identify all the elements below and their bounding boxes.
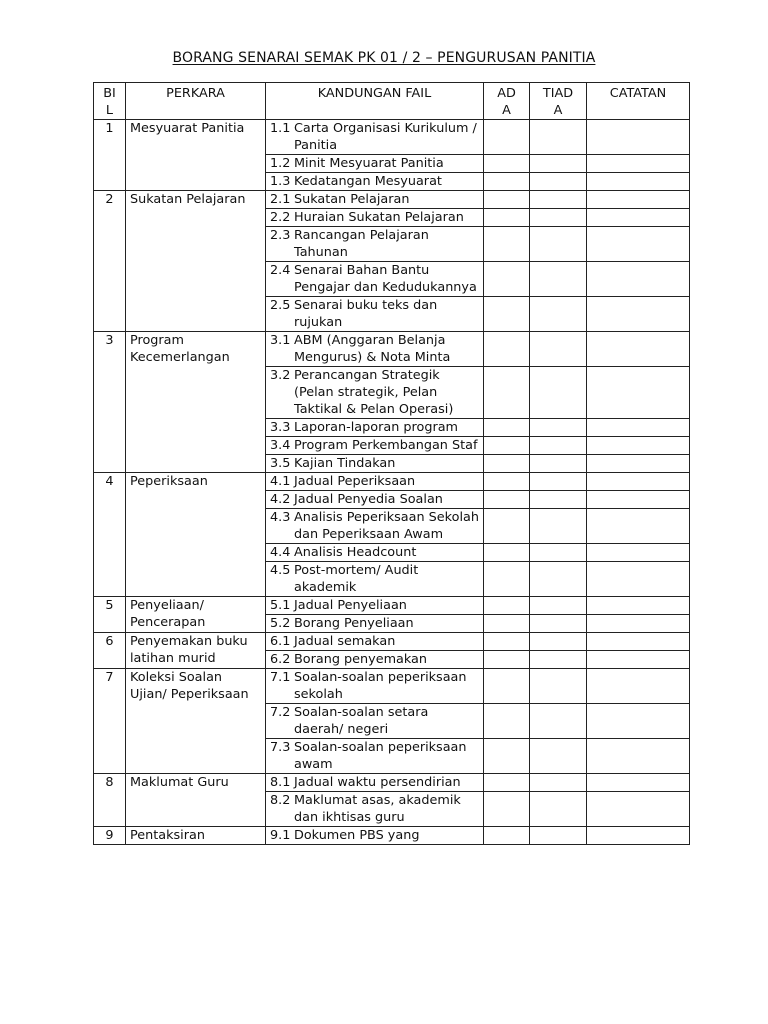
catatan-cell[interactable] <box>587 155 690 173</box>
item-number: 3.4 <box>270 438 291 453</box>
kandungan-cell <box>266 562 484 597</box>
item-number: 3.5 <box>270 456 291 471</box>
catatan-cell[interactable] <box>587 792 690 827</box>
tiada-cell[interactable] <box>530 437 587 455</box>
perkara-cell: Koleksi Soalan Ujian/ Peperiksaan <box>126 669 266 774</box>
tiada-cell[interactable] <box>530 297 587 332</box>
kandungan-cell <box>266 544 484 562</box>
row-number: 9 <box>94 827 126 845</box>
ada-cell[interactable] <box>484 297 530 332</box>
tiada-cell[interactable] <box>530 262 587 297</box>
item-text: Borang penyemakan <box>294 652 428 667</box>
perkara-cell: Mesyuarat Panitia <box>126 120 266 191</box>
item-number: 1.2 <box>270 156 291 171</box>
catatan-cell[interactable] <box>587 297 690 332</box>
table-row <box>94 332 690 367</box>
item-number: 3.2 <box>270 368 291 383</box>
ada-cell[interactable] <box>484 544 530 562</box>
item-text: Jadual Peperiksaan <box>294 474 416 489</box>
ada-cell[interactable] <box>484 509 530 544</box>
tiada-cell[interactable] <box>530 562 587 597</box>
kandungan-cell <box>266 455 484 473</box>
catatan-cell[interactable] <box>587 473 690 491</box>
item-number: 4.4 <box>270 545 291 560</box>
item-text: Jadual Penyeliaan <box>294 598 407 613</box>
tiada-cell[interactable] <box>530 332 587 367</box>
kandungan-cell <box>266 792 484 827</box>
kandungan-cell <box>266 155 484 173</box>
tiada-cell[interactable] <box>530 597 587 615</box>
item-number: 6.1 <box>270 634 291 649</box>
item-text: Minit Mesyuarat Panitia <box>294 156 444 171</box>
item-number: 2.4 <box>270 263 291 278</box>
item-number: 2.5 <box>270 298 291 313</box>
item-number: 3.1 <box>270 333 291 348</box>
kandungan-cell <box>266 297 484 332</box>
ada-cell[interactable] <box>484 227 530 262</box>
catatan-cell[interactable] <box>587 227 690 262</box>
ada-cell[interactable] <box>484 473 530 491</box>
item-text: Analisis Headcount <box>294 545 417 560</box>
item-number: 4.2 <box>270 492 291 507</box>
kandungan-cell <box>266 173 484 191</box>
tiada-cell[interactable] <box>530 491 587 509</box>
ada-cell[interactable] <box>484 792 530 827</box>
item-number: 5.1 <box>270 598 291 613</box>
ada-cell[interactable] <box>484 455 530 473</box>
item-number: 8.1 <box>270 775 291 790</box>
kandungan-cell <box>266 332 484 367</box>
perkara-cell: Pentaksiran <box>126 827 266 845</box>
catatan-cell[interactable] <box>587 669 690 704</box>
tiada-cell[interactable] <box>530 544 587 562</box>
ada-cell[interactable] <box>484 651 530 669</box>
table-row <box>94 473 690 491</box>
kandungan-cell <box>266 262 484 297</box>
tiada-cell[interactable] <box>530 509 587 544</box>
table-row <box>94 191 690 209</box>
catatan-cell[interactable] <box>587 597 690 615</box>
ada-cell[interactable] <box>484 562 530 597</box>
tiada-cell[interactable] <box>530 739 587 774</box>
perkara-cell: Maklumat Guru <box>126 774 266 827</box>
ada-cell[interactable] <box>484 615 530 633</box>
ada-cell[interactable] <box>484 774 530 792</box>
catatan-cell[interactable] <box>587 367 690 419</box>
catatan-cell[interactable] <box>587 509 690 544</box>
catatan-cell[interactable] <box>587 704 690 739</box>
tiada-cell[interactable] <box>530 669 587 704</box>
row-number: 3 <box>94 332 126 473</box>
kandungan-cell <box>266 615 484 633</box>
tiada-cell[interactable] <box>530 633 587 651</box>
ada-cell[interactable] <box>484 491 530 509</box>
item-number: 2.3 <box>270 228 291 243</box>
ada-cell[interactable] <box>484 262 530 297</box>
tiada-cell[interactable] <box>530 615 587 633</box>
item-number: 3.3 <box>270 420 291 435</box>
item-text: Soalan-soalan peperiksaan awam <box>294 740 467 772</box>
row-number: 5 <box>94 597 126 633</box>
item-number: 4.5 <box>270 563 291 578</box>
ada-cell[interactable] <box>484 191 530 209</box>
tiada-cell[interactable] <box>530 774 587 792</box>
tiada-cell[interactable] <box>530 227 587 262</box>
kandungan-cell <box>266 419 484 437</box>
catatan-cell[interactable] <box>587 827 690 845</box>
item-text: Kajian Tindakan <box>294 456 396 471</box>
item-text: Soalan-soalan setara daerah/ negeri <box>294 705 429 737</box>
item-number: 4.1 <box>270 474 291 489</box>
catatan-cell[interactable] <box>587 262 690 297</box>
tiada-cell[interactable] <box>530 155 587 173</box>
ada-cell[interactable] <box>484 597 530 615</box>
catatan-cell[interactable] <box>587 455 690 473</box>
item-text: Analisis Peperiksaan Sekolah dan Peperiksaan Awam <box>294 510 479 542</box>
kandungan-cell <box>266 437 484 455</box>
table-row <box>94 633 690 651</box>
item-number: 9.1 <box>270 828 291 843</box>
catatan-cell[interactable] <box>587 191 690 209</box>
tiada-cell[interactable] <box>530 827 587 845</box>
ada-cell[interactable] <box>484 437 530 455</box>
kandungan-cell <box>266 774 484 792</box>
table-header-row <box>94 83 690 120</box>
item-number: 1.3 <box>270 174 291 189</box>
item-text: Jadual semakan <box>294 634 396 649</box>
perkara-cell: Program Kecemerlangan <box>126 332 266 473</box>
checklist-body <box>94 120 690 845</box>
catatan-cell[interactable] <box>587 739 690 774</box>
kandungan-cell <box>266 209 484 227</box>
item-number: 8.2 <box>270 793 291 808</box>
kandungan-cell <box>266 191 484 209</box>
row-number: 1 <box>94 120 126 191</box>
catatan-cell[interactable] <box>587 651 690 669</box>
form-title: BORANG SENARAI SEMAK PK 01 / 2 – PENGURUSAN PANITIA <box>172 50 596 66</box>
header-tiada: TIAD A <box>530 83 587 120</box>
item-text: Kedatangan Mesyuarat <box>294 174 442 189</box>
tiada-cell[interactable] <box>530 455 587 473</box>
catatan-cell[interactable] <box>587 209 690 227</box>
ada-cell[interactable] <box>484 704 530 739</box>
table-row <box>94 774 690 792</box>
catatan-cell[interactable] <box>587 173 690 191</box>
kandungan-cell <box>266 597 484 615</box>
catatan-cell[interactable] <box>587 437 690 455</box>
table-row <box>94 827 690 845</box>
tiada-cell[interactable] <box>530 367 587 419</box>
tiada-cell[interactable] <box>530 173 587 191</box>
item-text: Senarai Bahan Bantu Pengajar dan Kedudukannya <box>294 263 477 295</box>
item-number: 7.2 <box>270 705 291 720</box>
kandungan-cell <box>266 367 484 419</box>
tiada-cell[interactable] <box>530 120 587 155</box>
ada-cell[interactable] <box>484 739 530 774</box>
ada-cell[interactable] <box>484 332 530 367</box>
catatan-cell[interactable] <box>587 332 690 367</box>
kandungan-cell <box>266 473 484 491</box>
kandungan-cell <box>266 739 484 774</box>
table-row <box>94 120 690 155</box>
checklist-table <box>93 82 690 845</box>
item-number: 2.1 <box>270 192 291 207</box>
ada-cell[interactable] <box>484 155 530 173</box>
perkara-cell: Penyemakan buku latihan murid <box>126 633 266 669</box>
item-text: Carta Organisasi Kurikulum / Panitia <box>294 121 477 153</box>
tiada-cell[interactable] <box>530 419 587 437</box>
item-text: Borang Penyeliaan <box>294 616 414 631</box>
ada-cell[interactable] <box>484 367 530 419</box>
item-text: Huraian Sukatan Pelajaran <box>294 210 464 225</box>
kandungan-cell <box>266 227 484 262</box>
perkara-cell: Penyeliaan/ Pencerapan <box>126 597 266 633</box>
row-number: 4 <box>94 473 126 597</box>
kandungan-cell <box>266 509 484 544</box>
tiada-cell[interactable] <box>530 191 587 209</box>
catatan-cell[interactable] <box>587 633 690 651</box>
catatan-cell[interactable] <box>587 544 690 562</box>
row-number: 7 <box>94 669 126 774</box>
tiada-cell[interactable] <box>530 792 587 827</box>
kandungan-cell <box>266 669 484 704</box>
item-number: 7.1 <box>270 670 291 685</box>
kandungan-cell <box>266 633 484 651</box>
item-text: Laporan-laporan program <box>294 420 459 435</box>
tiada-cell[interactable] <box>530 473 587 491</box>
ada-cell[interactable] <box>484 120 530 155</box>
header-kandungan: KANDUNGAN FAIL <box>266 83 484 120</box>
row-number: 8 <box>94 774 126 827</box>
item-text: Perancangan Strategik (Pelan strategik, Pelan Taktikal & Pelan Operasi) <box>294 368 454 417</box>
item-number: 4.3 <box>270 510 291 525</box>
table-row <box>94 597 690 615</box>
item-text: Soalan-soalan peperiksaan sekolah <box>294 670 467 702</box>
item-number: 5.2 <box>270 616 291 631</box>
item-text: Program Perkembangan Staf <box>294 438 478 453</box>
kandungan-cell <box>266 827 484 845</box>
kandungan-cell <box>266 491 484 509</box>
row-number: 6 <box>94 633 126 669</box>
item-text: Sukatan Pelajaran <box>294 192 410 207</box>
table-row <box>94 669 690 704</box>
item-text: Dokumen PBS yang <box>294 828 420 843</box>
catatan-cell[interactable] <box>587 120 690 155</box>
catatan-cell[interactable] <box>587 562 690 597</box>
header-perkara: PERKARA <box>126 83 266 120</box>
ada-cell[interactable] <box>484 633 530 651</box>
item-number: 1.1 <box>270 121 291 136</box>
kandungan-cell <box>266 704 484 739</box>
ada-cell[interactable] <box>484 419 530 437</box>
row-number: 2 <box>94 191 126 332</box>
item-text: ABM (Anggaran Belanja Mengurus) & Nota Minta <box>294 333 451 365</box>
item-text: Maklumat asas, akademik dan ikhtisas guru <box>294 793 461 825</box>
tiada-cell[interactable] <box>530 209 587 227</box>
item-number: 2.2 <box>270 210 291 225</box>
perkara-cell: Peperiksaan <box>126 473 266 597</box>
item-text: Jadual Penyedia Soalan <box>294 492 443 507</box>
ada-cell[interactable] <box>484 827 530 845</box>
catatan-cell[interactable] <box>587 491 690 509</box>
item-number: 6.2 <box>270 652 291 667</box>
catatan-cell[interactable] <box>587 419 690 437</box>
perkara-cell: Sukatan Pelajaran <box>126 191 266 332</box>
item-text: Jadual waktu persendirian <box>294 775 461 790</box>
tiada-cell[interactable] <box>530 651 587 669</box>
kandungan-cell <box>266 651 484 669</box>
header-catatan: CATATAN <box>587 83 690 120</box>
ada-cell[interactable] <box>484 173 530 191</box>
ada-cell[interactable] <box>484 209 530 227</box>
item-text: Post-mortem/ Audit akademik <box>294 563 419 595</box>
catatan-cell[interactable] <box>587 615 690 633</box>
item-text: Senarai buku teks dan rujukan <box>294 298 438 330</box>
catatan-cell[interactable] <box>587 774 690 792</box>
header-ada: AD A <box>484 83 530 120</box>
tiada-cell[interactable] <box>530 704 587 739</box>
ada-cell[interactable] <box>484 669 530 704</box>
kandungan-cell <box>266 120 484 155</box>
item-number: 7.3 <box>270 740 291 755</box>
header-bil: BI L <box>94 83 126 120</box>
item-text: Rancangan Pelajaran Tahunan <box>294 228 429 260</box>
